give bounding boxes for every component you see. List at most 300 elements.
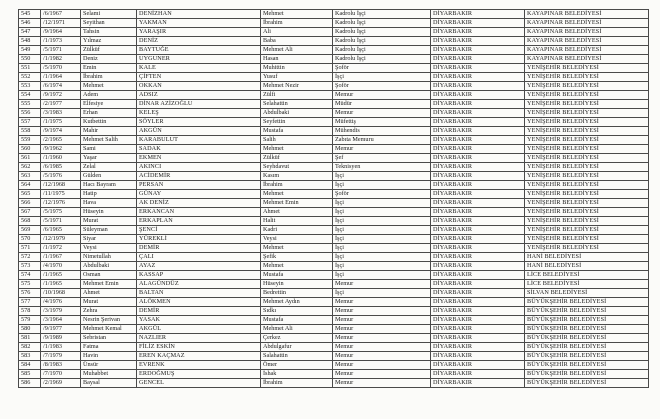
father-name-cell: Zülküf: [261, 154, 333, 163]
surname-cell: BALTAN: [137, 289, 261, 298]
city-cell: DİYARBAKIR: [431, 343, 525, 352]
table-row: [19, 208, 649, 217]
birth-date-cell: /2/1965: [41, 136, 81, 145]
position-cell: Müfettiş: [333, 118, 431, 127]
birth-date-cell: /12/1979: [41, 235, 81, 244]
position-cell: Memur: [333, 280, 431, 289]
table-row: [19, 109, 649, 118]
father-name-cell: Hüseyin: [261, 280, 333, 289]
table-row: [19, 253, 649, 262]
table-row: [19, 244, 649, 253]
position-cell: İşçi: [333, 217, 431, 226]
first-name-cell: Yaşar: [81, 154, 137, 163]
institution-cell: YENİŞEHİR BELEDİYESİ: [525, 118, 649, 127]
position-cell: Kadrolu İşçi: [333, 46, 431, 55]
institution-cell: YENİŞEHİR BELEDİYESİ: [525, 82, 649, 91]
father-name-cell: Mehmet: [261, 145, 333, 154]
city-cell: DİYARBAKIR: [431, 334, 525, 343]
row-number-cell: 558: [19, 127, 41, 136]
father-name-cell: İshak: [261, 370, 333, 379]
city-cell: DİYARBAKIR: [431, 271, 525, 280]
surname-cell: ADSIZ: [137, 91, 261, 100]
father-name-cell: Mustafa: [261, 316, 333, 325]
first-name-cell: Erhan: [81, 109, 137, 118]
birth-date-cell: /5/1971: [41, 46, 81, 55]
table-row: [19, 190, 649, 199]
first-name-cell: Veysi: [81, 244, 137, 253]
surname-cell: ERKAPLAN: [137, 217, 261, 226]
city-cell: DİYARBAKIR: [431, 28, 525, 37]
first-name-cell: Osman: [81, 271, 137, 280]
institution-cell: BÜYÜKŞEHİR BELEDİYESİ: [525, 379, 649, 388]
birth-date-cell: /1/1965: [41, 271, 81, 280]
surname-cell: DEMİR: [137, 244, 261, 253]
surname-cell: YARAŞIR: [137, 28, 261, 37]
table-row: [19, 82, 649, 91]
position-cell: Memur: [333, 316, 431, 325]
birth-date-cell: /4/1976: [41, 298, 81, 307]
father-name-cell: Abdulbaki: [261, 109, 333, 118]
surname-cell: EREN KAÇMAZ: [137, 352, 261, 361]
city-cell: DİYARBAKIR: [431, 280, 525, 289]
first-name-cell: Nesrin Şerivan: [81, 316, 137, 325]
father-name-cell: Sıdkı: [261, 307, 333, 316]
birth-date-cell: /6/1965: [41, 226, 81, 235]
city-cell: DİYARBAKIR: [431, 217, 525, 226]
first-name-cell: Adem: [81, 91, 137, 100]
table-row: [19, 163, 649, 172]
institution-cell: LİCE BELEDİYESİ: [525, 280, 649, 289]
first-name-cell: Hava: [81, 199, 137, 208]
institution-cell: YENİŞEHİR BELEDİYESİ: [525, 244, 649, 253]
row-number-cell: 552: [19, 73, 41, 82]
surname-cell: YASAK: [137, 316, 261, 325]
surname-cell: BAYTUĞE: [137, 46, 261, 55]
birth-date-cell: /9/1989: [41, 334, 81, 343]
city-cell: DİYARBAKIR: [431, 64, 525, 73]
birth-date-cell: /12/1976: [41, 199, 81, 208]
row-number-cell: 584: [19, 361, 41, 370]
birth-date-cell: /9/1962: [41, 145, 81, 154]
row-number-cell: 547: [19, 28, 41, 37]
surname-cell: KALE: [137, 64, 261, 73]
row-number-cell: 564: [19, 181, 41, 190]
position-cell: Memur: [333, 145, 431, 154]
first-name-cell: Seyithan: [81, 19, 137, 28]
father-name-cell: Çerkez: [261, 334, 333, 343]
first-name-cell: Hacı Bayram: [81, 181, 137, 190]
birth-date-cell: /7/1970: [41, 370, 81, 379]
city-cell: DİYARBAKIR: [431, 208, 525, 217]
father-name-cell: Selahattin: [261, 100, 333, 109]
father-name-cell: Bedrettin: [261, 289, 333, 298]
row-number-cell: 570: [19, 235, 41, 244]
first-name-cell: Muhabbet: [81, 370, 137, 379]
row-number-cell: 565: [19, 190, 41, 199]
table-row: [19, 19, 649, 28]
surname-cell: ERKANCAN: [137, 208, 261, 217]
row-number-cell: 546: [19, 19, 41, 28]
birth-date-cell: /9/1964: [41, 28, 81, 37]
row-number-cell: 577: [19, 298, 41, 307]
surname-cell: ERDOĞMUŞ: [137, 370, 261, 379]
institution-cell: BÜYÜKŞEHİR BELEDİYESİ: [525, 316, 649, 325]
institution-cell: YENİŞEHİR BELEDİYESİ: [525, 217, 649, 226]
row-number-cell: 563: [19, 172, 41, 181]
institution-cell: BÜYÜKŞEHİR BELEDİYESİ: [525, 361, 649, 370]
city-cell: DİYARBAKIR: [431, 154, 525, 163]
city-cell: DİYARBAKIR: [431, 37, 525, 46]
birth-date-cell: /7/1979: [41, 352, 81, 361]
institution-cell: BÜYÜKŞEHİR BELEDİYESİ: [525, 370, 649, 379]
father-name-cell: İbrahim: [261, 379, 333, 388]
surname-cell: ÇALI: [137, 253, 261, 262]
table-row: [19, 73, 649, 82]
city-cell: DİYARBAKIR: [431, 172, 525, 181]
city-cell: DİYARBAKIR: [431, 91, 525, 100]
row-number-cell: 566: [19, 199, 41, 208]
table-row: [19, 361, 649, 370]
row-number-cell: 562: [19, 163, 41, 172]
position-cell: Kadrolu İşçi: [333, 55, 431, 64]
birth-date-cell: /6/1974: [41, 82, 81, 91]
birth-date-cell: /5/1975: [41, 208, 81, 217]
institution-cell: YENİŞEHİR BELEDİYESİ: [525, 235, 649, 244]
table-row: [19, 136, 649, 145]
institution-cell: BÜYÜKŞEHİR BELEDİYESİ: [525, 325, 649, 334]
city-cell: DİYARBAKIR: [431, 199, 525, 208]
table-row: [19, 352, 649, 361]
position-cell: Memur: [333, 343, 431, 352]
institution-cell: YENİŞEHİR BELEDİYESİ: [525, 109, 649, 118]
institution-cell: BÜYÜKŞEHİR BELEDİYESİ: [525, 307, 649, 316]
father-name-cell: Şefik: [261, 253, 333, 262]
first-name-cell: Mehmet: [81, 82, 137, 91]
table-row: [19, 316, 649, 325]
institution-cell: KAYAPINAR BELEDİYESİ: [525, 28, 649, 37]
surname-cell: YAKMAN: [137, 19, 261, 28]
first-name-cell: Mehmet Emin: [81, 280, 137, 289]
father-name-cell: Mehmet Ali: [261, 46, 333, 55]
birth-date-cell: /1/1982: [41, 55, 81, 64]
position-cell: Memur: [333, 109, 431, 118]
city-cell: DİYARBAKIR: [431, 136, 525, 145]
father-name-cell: Hasan: [261, 55, 333, 64]
table-row: [19, 10, 649, 19]
position-cell: İşçi: [333, 262, 431, 271]
table-row: [19, 289, 649, 298]
first-name-cell: Siyar: [81, 235, 137, 244]
institution-cell: KAYAPINAR BELEDİYESİ: [525, 10, 649, 19]
surname-cell: ÇİFTEN: [137, 73, 261, 82]
first-name-cell: Fatma: [81, 343, 137, 352]
surname-cell: AKGÜL: [137, 325, 261, 334]
city-cell: DİYARBAKIR: [431, 127, 525, 136]
table-row: [19, 91, 649, 100]
city-cell: DİYARBAKIR: [431, 19, 525, 28]
position-cell: Memur: [333, 91, 431, 100]
surname-cell: ALAGÜNDÜZ: [137, 280, 261, 289]
father-name-cell: Kadri: [261, 226, 333, 235]
surname-cell: SÖYLER: [137, 118, 261, 127]
father-name-cell: Salahattin: [261, 352, 333, 361]
surname-cell: AK DENİZ: [137, 199, 261, 208]
birth-date-cell: /1/1975: [41, 118, 81, 127]
father-name-cell: İbrahim: [261, 19, 333, 28]
surname-cell: OKKAN: [137, 82, 261, 91]
table-row: [19, 46, 649, 55]
first-name-cell: Kutbettin: [81, 118, 137, 127]
first-name-cell: Hüseyin: [81, 208, 137, 217]
position-cell: Kadrolu İşçi: [333, 37, 431, 46]
row-number-cell: 557: [19, 118, 41, 127]
position-cell: Memur: [333, 352, 431, 361]
table-row: [19, 145, 649, 154]
institution-cell: BÜYÜKŞEHİR BELEDİYESİ: [525, 298, 649, 307]
first-name-cell: Sebristan: [81, 334, 137, 343]
birth-date-cell: /5/1970: [41, 64, 81, 73]
first-name-cell: Mahir: [81, 127, 137, 136]
father-name-cell: Mustafa: [261, 127, 333, 136]
birth-date-cell: /1/1965: [41, 280, 81, 289]
birth-date-cell: /1/1960: [41, 154, 81, 163]
institution-cell: YENİŞEHİR BELEDİYESİ: [525, 181, 649, 190]
first-name-cell: Elfesiye: [81, 100, 137, 109]
birth-date-cell: /3/1983: [41, 109, 81, 118]
table-row: [19, 235, 649, 244]
position-cell: Memur: [333, 334, 431, 343]
row-number-cell: 583: [19, 352, 41, 361]
city-cell: DİYARBAKIR: [431, 190, 525, 199]
row-number-cell: 560: [19, 145, 41, 154]
birth-date-cell: /3/1979: [41, 307, 81, 316]
city-cell: DİYARBAKIR: [431, 253, 525, 262]
first-name-cell: Nimetullah: [81, 253, 137, 262]
table-row: [19, 64, 649, 73]
institution-cell: YENİŞEHİR BELEDİYESİ: [525, 127, 649, 136]
father-name-cell: Mehmet Ali: [261, 325, 333, 334]
city-cell: DİYARBAKIR: [431, 235, 525, 244]
city-cell: DİYARBAKIR: [431, 10, 525, 19]
table-row: [19, 55, 649, 64]
table-row: [19, 127, 649, 136]
row-number-cell: 551: [19, 64, 41, 73]
birth-date-cell: /1/1972: [41, 244, 81, 253]
position-cell: İşçi: [333, 253, 431, 262]
institution-cell: YENİŞEHİR BELEDİYESİ: [525, 100, 649, 109]
first-name-cell: Selami: [81, 10, 137, 19]
institution-cell: YENİŞEHİR BELEDİYESİ: [525, 73, 649, 82]
institution-cell: YENİŞEHİR BELEDİYESİ: [525, 172, 649, 181]
personnel-table: [18, 9, 649, 388]
institution-cell: YENİŞEHİR BELEDİYESİ: [525, 208, 649, 217]
surname-cell: FİLİZ ESKİN: [137, 343, 261, 352]
institution-cell: KAYAPINAR BELEDİYESİ: [525, 46, 649, 55]
first-name-cell: İbrahim: [81, 73, 137, 82]
position-cell: Memur: [333, 379, 431, 388]
position-cell: İşçi: [333, 289, 431, 298]
row-number-cell: 553: [19, 82, 41, 91]
birth-date-cell: /11/1975: [41, 190, 81, 199]
row-number-cell: 561: [19, 154, 41, 163]
row-number-cell: 559: [19, 136, 41, 145]
birth-date-cell: /8/1983: [41, 361, 81, 370]
city-cell: DİYARBAKIR: [431, 361, 525, 370]
birth-date-cell: /3/1964: [41, 316, 81, 325]
surname-cell: KARABULUT: [137, 136, 261, 145]
city-cell: DİYARBAKIR: [431, 118, 525, 127]
row-number-cell: 574: [19, 271, 41, 280]
first-name-cell: Havin: [81, 352, 137, 361]
city-cell: DİYARBAKIR: [431, 352, 525, 361]
row-number-cell: 576: [19, 289, 41, 298]
birth-date-cell: /9/1977: [41, 325, 81, 334]
city-cell: DİYARBAKIR: [431, 46, 525, 55]
position-cell: Şoför: [333, 190, 431, 199]
row-number-cell: 550: [19, 55, 41, 64]
first-name-cell: Mehmet Kemal: [81, 325, 137, 334]
birth-date-cell: /12/1971: [41, 19, 81, 28]
city-cell: DİYARBAKIR: [431, 163, 525, 172]
table-row: [19, 334, 649, 343]
first-name-cell: Emin: [81, 64, 137, 73]
position-cell: Kadrolu İşçi: [333, 10, 431, 19]
row-number-cell: 580: [19, 325, 41, 334]
first-name-cell: Ünsür: [81, 361, 137, 370]
position-cell: Şef: [333, 154, 431, 163]
city-cell: DİYARBAKIR: [431, 226, 525, 235]
row-number-cell: 568: [19, 217, 41, 226]
birth-date-cell: /9/1972: [41, 91, 81, 100]
row-number-cell: 556: [19, 109, 41, 118]
table-row: [19, 343, 649, 352]
institution-cell: YENİŞEHİR BELEDİYESİ: [525, 199, 649, 208]
first-name-cell: Baysal: [81, 379, 137, 388]
first-name-cell: Gülden: [81, 172, 137, 181]
surname-cell: KASSAP: [137, 271, 261, 280]
row-number-cell: 567: [19, 208, 41, 217]
first-name-cell: Yılmaz: [81, 37, 137, 46]
father-name-cell: İbrahim: [261, 181, 333, 190]
position-cell: Memur: [333, 370, 431, 379]
city-cell: DİYARBAKIR: [431, 379, 525, 388]
table-row: [19, 181, 649, 190]
position-cell: Şoför: [333, 82, 431, 91]
father-name-cell: Mehmet: [261, 262, 333, 271]
city-cell: DİYARBAKIR: [431, 73, 525, 82]
father-name-cell: Mehmet Aydın: [261, 298, 333, 307]
city-cell: DİYARBAKIR: [431, 82, 525, 91]
institution-cell: YENİŞEHİR BELEDİYESİ: [525, 91, 649, 100]
surname-cell: UYGUNER: [137, 55, 261, 64]
table-row: [19, 280, 649, 289]
position-cell: Zabıta Memuru: [333, 136, 431, 145]
row-number-cell: 585: [19, 370, 41, 379]
first-name-cell: Murat: [81, 298, 137, 307]
table-body: [19, 10, 649, 388]
institution-cell: HANİ BELEDİYESİ: [525, 253, 649, 262]
surname-cell: GENCEL: [137, 379, 261, 388]
position-cell: Memur: [333, 307, 431, 316]
birth-date-cell: /1/1967: [41, 253, 81, 262]
position-cell: Memur: [333, 325, 431, 334]
surname-cell: ACİDEMİR: [137, 172, 261, 181]
table-row: [19, 100, 649, 109]
first-name-cell: Mehmet Salih: [81, 136, 137, 145]
position-cell: İşçi: [333, 172, 431, 181]
father-name-cell: Veysi: [261, 235, 333, 244]
father-name-cell: Mehmet: [261, 10, 333, 19]
first-name-cell: Hatip: [81, 190, 137, 199]
city-cell: DİYARBAKIR: [431, 244, 525, 253]
institution-cell: YENİŞEHİR BELEDİYESİ: [525, 145, 649, 154]
first-name-cell: Süleyman: [81, 226, 137, 235]
position-cell: İşçi: [333, 73, 431, 82]
father-name-cell: Ahmet: [261, 208, 333, 217]
table-row: [19, 262, 649, 271]
city-cell: DİYARBAKIR: [431, 316, 525, 325]
institution-cell: BÜYÜKŞEHİR BELEDİYESİ: [525, 343, 649, 352]
father-name-cell: Kasım: [261, 172, 333, 181]
first-name-cell: Sami: [81, 145, 137, 154]
row-number-cell: 575: [19, 280, 41, 289]
row-number-cell: 586: [19, 379, 41, 388]
first-name-cell: Tahsin: [81, 28, 137, 37]
city-cell: DİYARBAKIR: [431, 325, 525, 334]
first-name-cell: Ahmet: [81, 289, 137, 298]
table-row: [19, 118, 649, 127]
position-cell: İşçi: [333, 208, 431, 217]
first-name-cell: Zelal: [81, 163, 137, 172]
first-name-cell: Zülküf: [81, 46, 137, 55]
row-number-cell: 571: [19, 244, 41, 253]
position-cell: İşçi: [333, 244, 431, 253]
father-name-cell: Yusuf: [261, 73, 333, 82]
surname-cell: DEMİR: [137, 307, 261, 316]
row-number-cell: 554: [19, 91, 41, 100]
table-row: [19, 298, 649, 307]
birth-date-cell: /2/1977: [41, 100, 81, 109]
table-row: [19, 199, 649, 208]
first-name-cell: Murat: [81, 217, 137, 226]
institution-cell: KAYAPINAR BELEDİYESİ: [525, 19, 649, 28]
father-name-cell: Seyfettin: [261, 118, 333, 127]
position-cell: Kadrolu İşçi: [333, 19, 431, 28]
birth-date-cell: /12/1968: [41, 181, 81, 190]
row-number-cell: 548: [19, 37, 41, 46]
row-number-cell: 569: [19, 226, 41, 235]
institution-cell: YENİŞEHİR BELEDİYESİ: [525, 136, 649, 145]
position-cell: Şoför: [333, 64, 431, 73]
father-name-cell: Mustafa: [261, 271, 333, 280]
father-name-cell: Muhittin: [261, 64, 333, 73]
institution-cell: BÜYÜKŞEHİR BELEDİYESİ: [525, 352, 649, 361]
position-cell: Teknisyen: [333, 163, 431, 172]
table-row: [19, 307, 649, 316]
city-cell: DİYARBAKIR: [431, 109, 525, 118]
city-cell: DİYARBAKIR: [431, 370, 525, 379]
father-name-cell: Salih: [261, 136, 333, 145]
institution-cell: YENİŞEHİR BELEDİYESİ: [525, 190, 649, 199]
position-cell: İşçi: [333, 235, 431, 244]
birth-date-cell: /6/1985: [41, 163, 81, 172]
position-cell: İşçi: [333, 199, 431, 208]
father-name-cell: Zülfi: [261, 91, 333, 100]
birth-date-cell: /1/1973: [41, 37, 81, 46]
table-row: [19, 271, 649, 280]
surname-cell: DİNAR AZİZOĞLU: [137, 100, 261, 109]
father-name-cell: Seyhdavut: [261, 163, 333, 172]
